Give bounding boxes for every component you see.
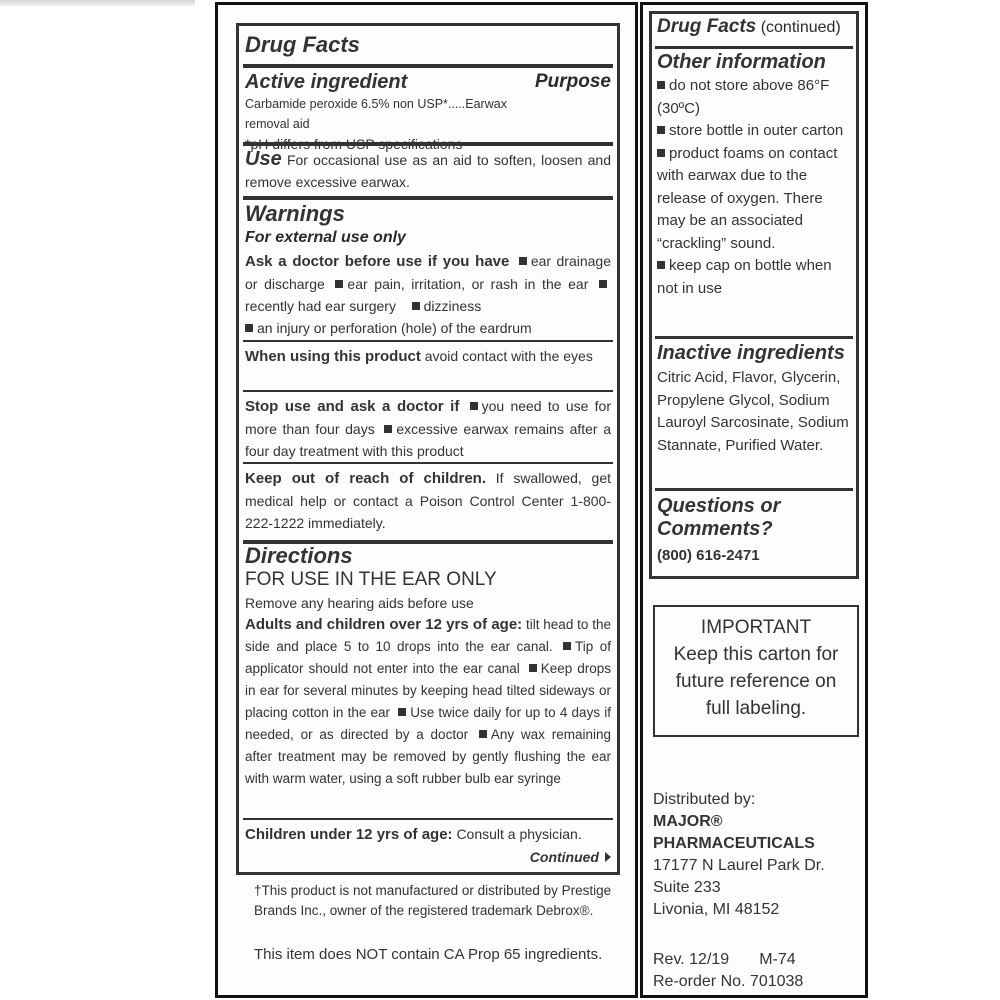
stop-use-label: Stop use and ask a doctor if [245,398,460,415]
stop-use-item: you need to use for more than four days [245,398,611,437]
active-ingredient-section [243,64,613,154]
distributed-by-label: Distributed by: [653,791,756,808]
bullet-icon [529,664,537,672]
warning-item: an injury or perforation (hole) of the eardrum [257,320,532,336]
other-information-section [655,46,853,300]
other-info-item: store bottle in outer carton [669,122,844,139]
directions-section [243,540,613,790]
bullet-icon [335,280,343,288]
bullet-icon [599,280,607,288]
drug-facts-continued-box [649,11,859,579]
remove-hearing-aids: Remove any hearing aids before use [245,595,474,611]
inactive-ingredients-heading: Inactive ingredients [657,342,845,364]
revision-label: Rev. 12/19 [653,951,730,968]
bullet-icon [245,324,253,332]
bullet-icon [657,81,665,89]
use-heading: Use [245,148,282,170]
drug-facts-title: Drug Facts [245,32,360,57]
warning-item: ear drainage or discharge [245,253,612,292]
stop-use-item: excessive earwax remains after a four day treatment with this product [245,421,611,459]
inactive-ingredients-section [655,336,853,457]
children-label: Children under 12 yrs of age: [245,826,453,843]
direction-item: tilt head to the side and place 5 to 10 drops into the ear canal. [245,617,611,654]
bullet-icon [657,149,665,157]
important-text: Keep this carton for future reference on full labeling. [673,644,839,719]
stop-use-section [243,390,613,462]
active-ingredient-line: Carbamide peroxide 6.5% non USP*.....Earwax removal aid [245,97,507,131]
use-section [243,142,613,193]
warnings-heading: Warnings [245,201,345,226]
other-info-item: product foams on contact with earwax due to the release of oxygen. There may be an associated “crackling” sound. [657,144,838,252]
keep-out-section [243,462,613,534]
direction-item: Keep drops in ear for several minutes by keeping head tilted sideways or placing cotton in the ear [245,661,611,720]
reorder-number: Re-order No. 701038 [653,973,804,990]
children-text: Consult a physician. [456,826,582,842]
drug-facts-left-panel [215,2,638,998]
distributor-name-1: MAJOR® [653,813,723,830]
distributor-address-3: Livonia, MI 48152 [653,901,780,918]
continued-label: Continued [530,846,611,868]
bullet-icon [412,302,420,310]
drug-facts-box [236,23,620,875]
purpose-heading: Purpose [534,71,611,92]
when-using-section [243,340,613,368]
keep-out-text: If swallowed, get medical help or contact a Poison Control Center 1-800-222-1222 immediately. [245,470,612,531]
adults-label: Adults and children over 12 yrs of age: [245,616,523,633]
other-information-heading: Other information [657,51,826,73]
bullet-icon [398,708,406,716]
direction-item: Tip of applicator should not enter into the ear canal [245,639,611,676]
trademark-footnote: †This product is not manufactured or distributed by Prestige Brands Inc., owner of the registered trademark Debrox®. [254,883,612,918]
warnings-section [243,196,613,339]
bullet-icon [470,402,478,410]
ph-note: *pH differs from USP specifications [245,136,463,152]
bullet-icon [657,126,665,134]
warning-item: dizziness [423,298,482,314]
inactive-ingredients-text: Citric Acid, Flavor, Glycerin, Propylene Glycol, Sodium Lauroyl Sarcosinate, Sodium Stannate, Purified Water. [657,369,849,454]
continued-arrow-icon [605,852,611,862]
use-text: For occasional use as an aid to soften, loosen and remove excessive earwax. [245,152,612,190]
direction-item: Any wax remaining after treatment may be removed by gently flushing the ear with warm water, using a soft rubber bulb ear syringe [245,727,611,786]
questions-heading: Questions or Comments? [657,495,781,540]
bullet-icon [384,425,392,433]
important-heading: IMPORTANT [700,617,812,638]
warning-item: recently had ear surgery [245,298,396,314]
keep-out-label: Keep out of reach of children. [245,470,487,487]
drug-facts-continued-title: Drug Facts [657,16,757,37]
direction-item: Use twice daily for up to 4 days if needed, or as directed by a doctor [245,705,611,742]
distributor-block [653,789,825,921]
distributor-name-2: PHARMACEUTICALS [653,835,815,852]
bullet-icon [479,730,487,738]
drug-facts-right-panel [640,2,868,998]
bullet-icon [563,642,571,650]
distributor-address-2: Suite 233 [653,879,721,896]
other-info-item: do not store above 86°F (30ºC) [657,77,830,117]
ear-only-heading: FOR USE IN THE EAR ONLY [245,569,497,590]
warning-item: ear pain, irritation, or rash in the ear [347,276,589,292]
when-using-label: When using this product [245,348,421,365]
continued-suffix: (continued) [760,19,841,36]
when-using-text: avoid contact with the eyes [424,348,593,364]
directions-heading: Directions [245,543,353,568]
questions-section [655,488,853,568]
top-edge-strip [0,0,195,6]
ask-doctor-label: Ask a doctor before use if you have [245,253,510,270]
revision-block [653,949,803,993]
item-code: M-74 [759,951,796,968]
prop65-note: This item does NOT contain CA Prop 65 ingredients. [254,946,603,963]
distributor-address-1: 17177 N Laurel Park Dr. [653,857,825,874]
bullet-icon [519,257,527,265]
external-use-only: For external use only [245,229,406,246]
other-info-item: keep cap on bottle when not in use [657,257,832,297]
drug-facts-title-section [243,32,613,58]
important-box [653,605,859,737]
questions-phone: (800) 616-2471 [657,547,760,564]
bullet-icon [657,261,665,269]
active-ingredient-heading: Active ingredient [245,71,408,93]
children-section [243,818,613,868]
